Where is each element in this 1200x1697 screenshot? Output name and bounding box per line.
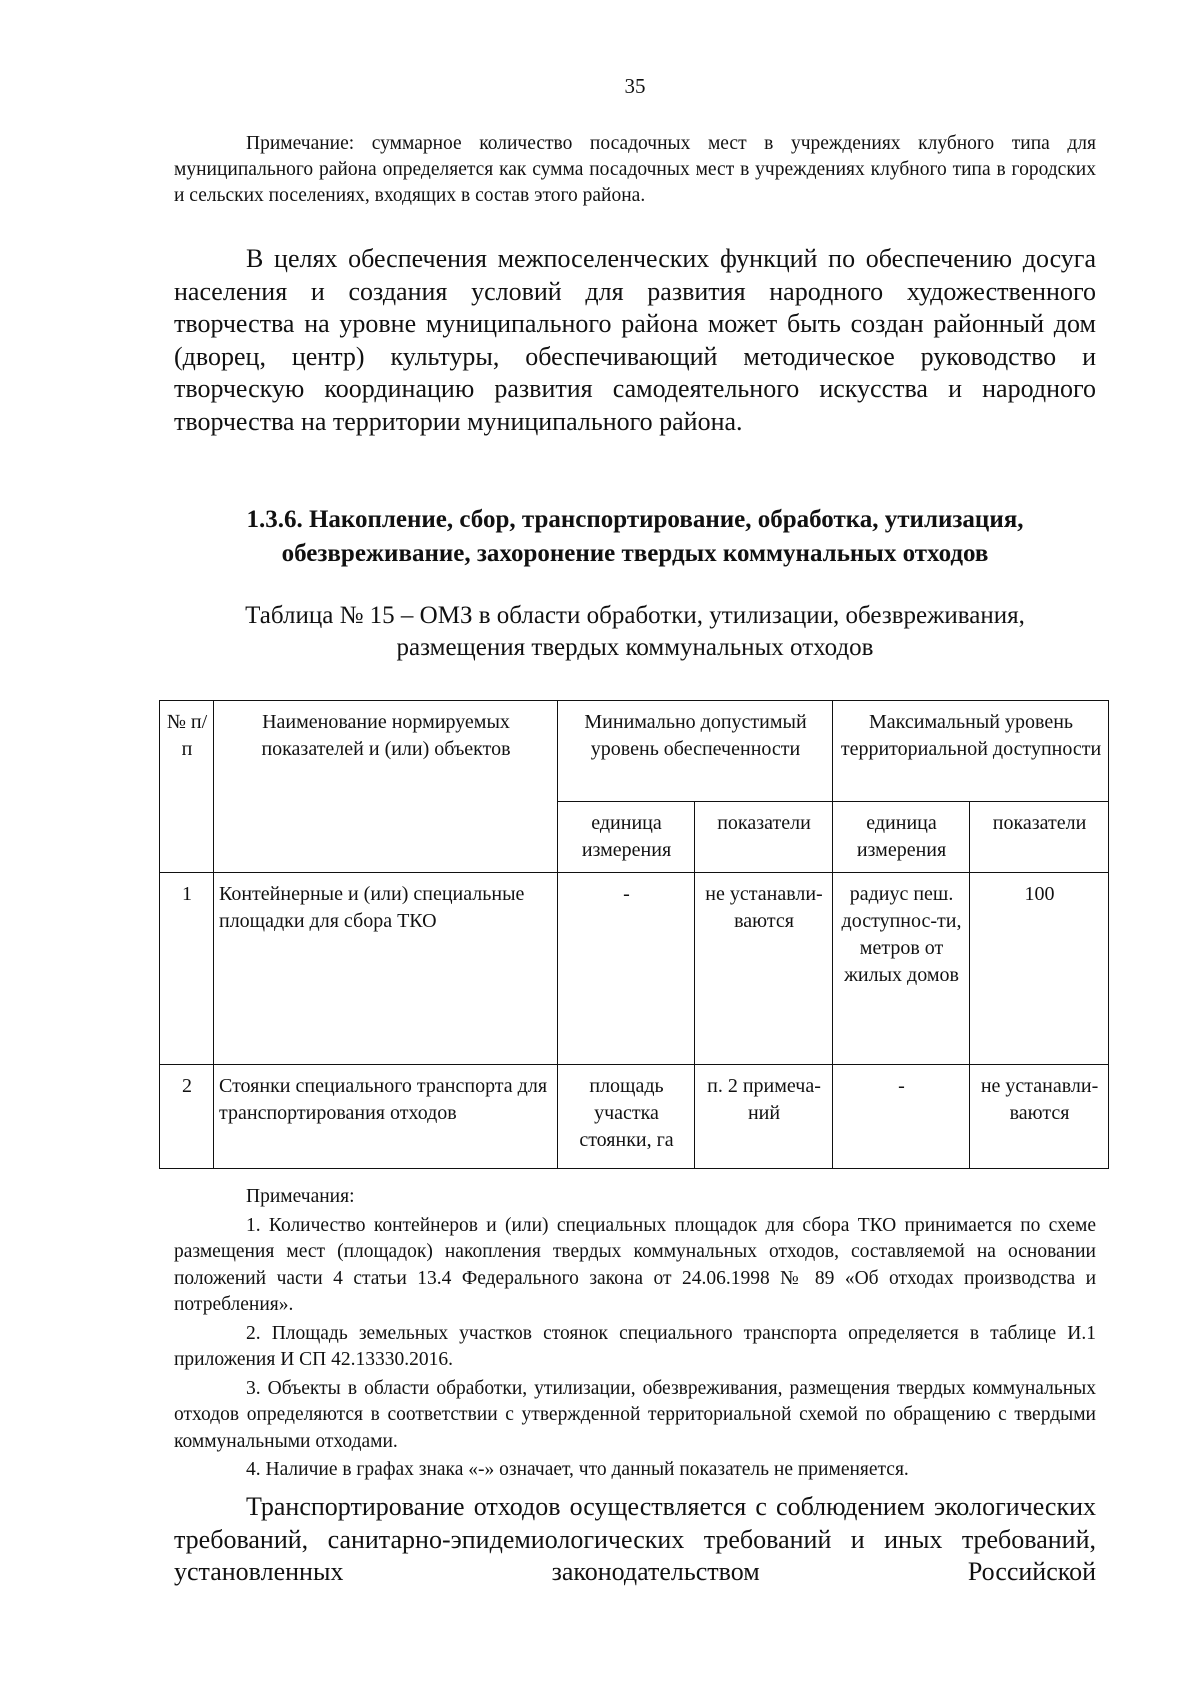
- row-1-num: 1: [160, 873, 214, 1065]
- row-1-name: Контейнерные и (или) специальные площадки для сбора ТКО: [214, 873, 558, 1065]
- header-min-level: Минимально допустимый уровень обеспеченности: [558, 701, 833, 802]
- table-caption-line-1: Таблица № 15 – ОМЗ в области обработки, утилизации, обезвреживания,: [245, 602, 1025, 629]
- header-unit-2: единица измерения: [833, 802, 970, 873]
- section-title-line-2: обезвреживание, захоронение твердых коммунальных отходов: [281, 540, 989, 567]
- note-item-1: 1. Количество контейнеров и (или) специальных площадок для сбора ТКО принимается по схеме размещения мест (площадок) накопления твердых коммунальных отходов, составляемой на основании положений части 4 статьи 13.4 Федерального закона от 24.06.1998 № 89 «Об отходах производства и потребления».: [174, 1214, 1096, 1315]
- header-value-1: показатели: [695, 802, 833, 873]
- note-item-4: 4. Наличие в графах знака «-» означает, что данный показатель не применяется.: [246, 1459, 909, 1480]
- row-2-unit-2: -: [833, 1065, 970, 1169]
- row-2-name: Стоянки специального транспорта для транспортирования отходов: [214, 1065, 558, 1169]
- table-header-row: [160, 701, 1109, 802]
- table-row: [160, 1065, 1109, 1169]
- row-2-unit-1: площадь участка стоянки, га: [558, 1065, 695, 1169]
- row-1-value-2: 100: [970, 873, 1109, 1065]
- header-name: Наименование нормируемых показателей и (или) объектов: [214, 701, 558, 873]
- table-notes: [174, 1184, 1096, 1484]
- waste-table: [159, 700, 1109, 1169]
- row-1-unit-1: -: [558, 873, 695, 1065]
- page-number: 35: [624, 74, 646, 98]
- header-unit-1: единица измерения: [558, 802, 695, 873]
- paragraph-culture: В целях обеспечения межпоселенческих функций по обеспечению досуга населения и создания условий для развития народного художественного творчества на уровне муниципального района может быть создан районный дом (дворец, центр) культуры, обеспечивающий методическое руководство и творческую координацию развития самодеятельного искусства и народного творчества на территории муниципального района.: [174, 244, 1096, 436]
- header-value-2: показатели: [970, 802, 1109, 873]
- row-1-value-1: не устанавли-ваются: [695, 873, 833, 1065]
- note-item-2: 2. Площадь земельных участков стоянок специального транспорта определяется в таблице И.1 приложения И СП 42.13330.2016.: [174, 1322, 1096, 1370]
- row-2-value-2: не устанавли-ваются: [970, 1065, 1109, 1169]
- top-note: Примечание: суммарное количество посадочных мест в учреждениях клубного типа для муниципального района определяется как сумма посадочных мест в учреждениях клубного типа в городских и сельских поселениях, входящих в состав этого района.: [174, 133, 1096, 206]
- table-caption-line-2: размещения твердых коммунальных отходов: [396, 634, 874, 661]
- row-2-value-1: п. 2 примеча-ний: [695, 1065, 833, 1169]
- table-caption: [174, 600, 1096, 664]
- header-max-level: Максимальный уровень территориальной доступности: [833, 701, 1109, 802]
- paragraph-transport: Транспортирование отходов осуществляется с соблюдением экологических требований, санитарно-эпидемиологических требований и иных требований, установленных законодательством Российской: [174, 1492, 1096, 1586]
- row-1-unit-2: радиус пеш. доступнос-ти, метров от жилых домов: [833, 873, 970, 1065]
- notes-heading: Примечания:: [246, 1186, 355, 1207]
- header-num: № п/п: [160, 701, 214, 873]
- section-title: [174, 503, 1096, 571]
- section-title-line-1: 1.3.6. Накопление, сбор, транспортирование, обработка, утилизация,: [246, 506, 1024, 533]
- note-item-3: 3. Объекты в области обработки, утилизации, обезвреживания, размещения твердых коммунальных отходов определяются в соответствии с утвержденной территориальной схемой по обращению с твердыми коммунальными отходами.: [174, 1377, 1096, 1452]
- table-row: [160, 873, 1109, 1065]
- row-2-num: 2: [160, 1065, 214, 1169]
